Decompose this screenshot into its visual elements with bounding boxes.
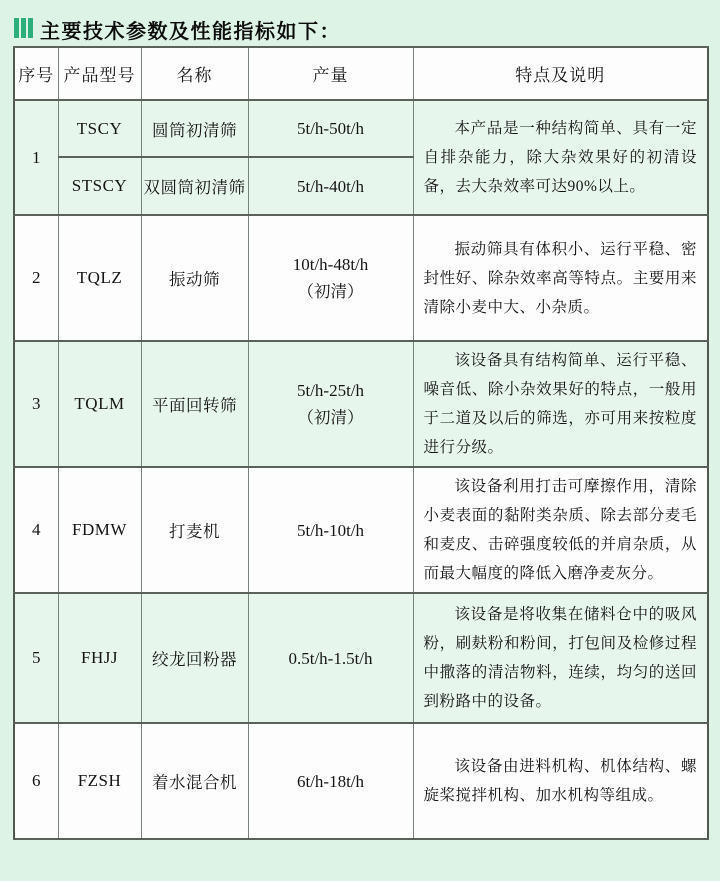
spec-table <box>13 46 709 840</box>
cell-name: 振动筛 <box>141 215 248 341</box>
cell-model: TQLM <box>58 341 141 467</box>
cell-name: 着水混合机 <box>141 723 248 839</box>
cell-name: 平面回转筛 <box>141 341 248 467</box>
cell-name: 圆筒初清筛 <box>141 100 248 157</box>
cell-output: 5t/h-40t/h <box>248 157 413 215</box>
table-row <box>14 341 708 467</box>
cell-output <box>248 215 413 341</box>
cell-output: 0.5t/h-1.5t/h <box>248 593 413 723</box>
cell-name: 绞龙回粉器 <box>141 593 248 723</box>
cell-serial: 2 <box>14 215 58 341</box>
cell-serial: 6 <box>14 723 58 839</box>
cell-model: FHJJ <box>58 593 141 723</box>
green-bars-icon <box>14 18 33 38</box>
table-row <box>14 467 708 593</box>
header-description: 特点及说明 <box>413 47 708 100</box>
cell-model: TSCY <box>58 100 141 157</box>
cell-model: TQLZ <box>58 215 141 341</box>
header-serial: 序号 <box>14 47 58 100</box>
output-value: 10t/h-48t/h <box>292 255 369 274</box>
cell-serial: 4 <box>14 467 58 593</box>
cell-name: 打麦机 <box>141 467 248 593</box>
header-model: 产品型号 <box>58 47 141 100</box>
cell-description: 该设备由进料机构、机体结构、螺旋桨搅拌机构、加水机构等组成。 <box>413 723 708 839</box>
cell-model: FDMW <box>58 467 141 593</box>
table-row <box>14 723 708 839</box>
cell-description: 该设备利用打击可摩擦作用，清除小麦表面的黏附类杂质、除去部分麦毛和麦皮、击碎强度较低的并肩杂质，从而最大幅度的降低入磨净麦灰分。 <box>413 467 708 593</box>
table-header-row <box>14 47 708 100</box>
output-note: （初清） <box>297 408 364 427</box>
table-row <box>14 215 708 341</box>
page-title <box>0 0 720 46</box>
table-row <box>14 100 708 157</box>
header-name: 名称 <box>141 47 248 100</box>
cell-description: 该设备是将收集在储料仓中的吸风粉，刷麸粉和粉间，打包间及检修过程中撒落的清洁物料，连续，均匀的送回到粉路中的设备。 <box>413 593 708 723</box>
cell-name: 双圆筒初清筛 <box>141 157 248 215</box>
cell-output: 5t/h-50t/h <box>248 100 413 157</box>
table-row <box>14 593 708 723</box>
cell-serial: 5 <box>14 593 58 723</box>
page-title-text: 主要技术参数及性能指标如下： <box>40 20 341 43</box>
cell-output: 6t/h-18t/h <box>248 723 413 839</box>
cell-output <box>248 341 413 467</box>
cell-serial: 3 <box>14 341 58 467</box>
cell-description: 振动筛具有体积小、运行平稳、密封性好、除杂效率高等特点。主要用来清除小麦中大、小杂质。 <box>413 215 708 341</box>
cell-model: STSCY <box>58 157 141 215</box>
cell-output: 5t/h-10t/h <box>248 467 413 593</box>
cell-serial: 1 <box>14 100 58 215</box>
cell-description: 该设备具有结构简单、运行平稳、噪音低、除小杂效果好的特点，一般用于二道及以后的筛选，亦可用来按粒度进行分级。 <box>413 341 708 467</box>
output-note: （初清） <box>297 282 364 301</box>
cell-model: FZSH <box>58 723 141 839</box>
output-value: 5t/h-25t/h <box>296 381 365 400</box>
header-output: 产量 <box>248 47 413 100</box>
cell-description: 本产品是一种结构简单、具有一定自排杂能力，除大杂效果好的初清设备，去大杂效率可达90%以上。 <box>413 100 708 215</box>
